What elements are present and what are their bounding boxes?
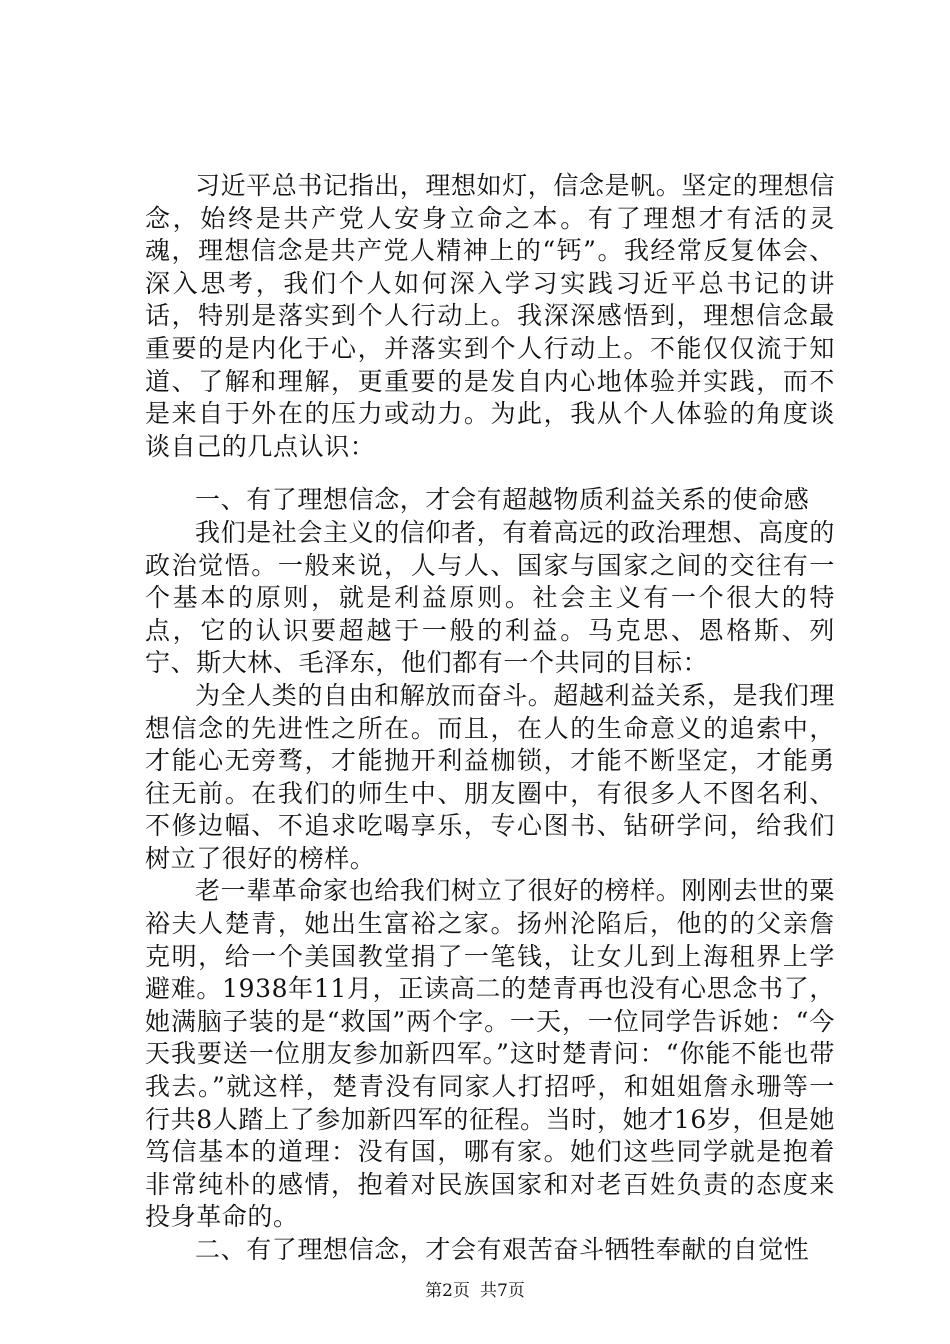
page-total: 共7页 bbox=[480, 1281, 525, 1301]
section-heading-1: 一、有了理想信念，才会有超越物质利益关系的使命感 bbox=[195, 485, 810, 515]
body-paragraph: 我们是社会主义的信仰者，有着高远的政治理想、高度的政治觉悟。一般来说，人与人、国家与国家之间的交往有一个基本的原则，就是利益原则。社会主义有一个很大的特点，它的认识要超越于一般的利益。马克思、恩格斯、列宁、斯大林、毛泽东，他们都有一个共同的目标： bbox=[145, 517, 836, 678]
body-paragraph: 老一辈革命家也给我们树立了很好的榜样。刚刚去世的粟裕夫人楚青，她出生富裕之家。扬州沦陷后，他的的父亲詹克明，给一个美国教堂捐了一笔钱，让女儿到上海租界上学避难。1938年11月，正读高二的楚青再也没有心思念书了，她满脑子装的是“救国”两个字。一天，一位同学告诉她：“今天我要送一位朋友参加新四军。”这时楚青问：“你能不能也带我去。”就这样，楚青没有同家人打招呼，和姐姐詹永珊等一行共8人踏上了参加新四军的征程。当时，她才16岁，但是她笃信基本的道理：没有国，哪有家。她们这些同学就是抱着非常纯朴的感情，抱着对民族国家和对老百姓负责的态度来投身革命的。 bbox=[145, 876, 836, 1232]
page-number: 第2页 bbox=[425, 1281, 470, 1301]
intro-paragraph: 习近平总书记指出，理想如灯，信念是帆。坚定的理想信念，始终是共产党人安身立命之本。有了理想才有活的灵魂，理想信念是共产党人精神上的“钙”。我经常反复体会、深入思考，我们个人如何深入学习实践习近平总书记的讲话，特别是落实到个人行动上。我深深感悟到，理想信念最重要的是内化于心，并落实到个人行动上。不能仅仅流于知道、了解和理解，更重要的是发自内心地体验并实践，而不是来自于外在的压力或动力。为此，我从个人体验的角度谈谈自己的几点认识： bbox=[145, 171, 836, 461]
body-paragraph: 为全人类的自由和解放而奋斗。超越利益关系，是我们理想信念的先进性之所在。而且，在人的生命意义的追索中，才能心无旁骛，才能抛开利益枷锁，才能不断坚定，才能勇往无前。在我们的师生中、朋友圈中，有很多人不图名利、不修边幅、不追求吃喝享乐，专心图书、钻研学问，给我们树立了很好的榜样。 bbox=[145, 680, 836, 873]
document-body bbox=[145, 170, 835, 1267]
page-footer bbox=[0, 1280, 950, 1302]
section-heading-2: 二、有了理想信念，才会有艰苦奋斗牺牲奉献的自觉性 bbox=[195, 1235, 810, 1264]
